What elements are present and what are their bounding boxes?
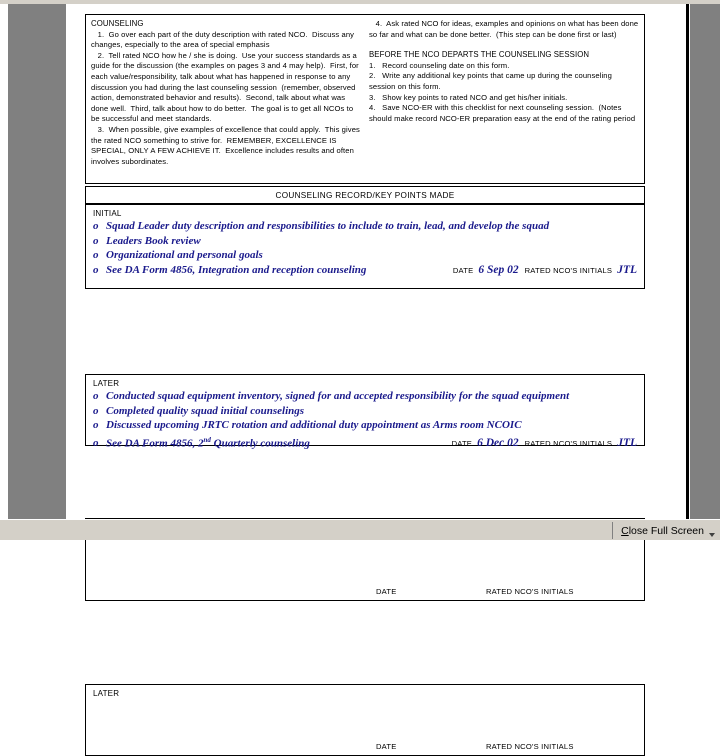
record-entry — [93, 219, 637, 234]
bullet-icon: o — [93, 437, 99, 450]
record-entry-ordinal-suffix: nd — [203, 435, 211, 444]
initials-value: JTL — [617, 263, 637, 276]
initials-label: RATED NCO'S INITIALS — [524, 439, 613, 449]
bullet-icon: o — [93, 234, 99, 247]
bullet-icon: o — [93, 263, 99, 276]
before-departs-item-4: 4. Save NCO-ER with this checklist for next counseling session. (Notes should make record NCO-ER preparation easy at the end of the rating period — [369, 103, 636, 123]
record-label: LATER — [93, 689, 120, 698]
record-entry-text: Discussed upcoming JRTC rotation and additional duty appointment as Arms room NCOIC — [106, 419, 522, 432]
bullet-icon: o — [93, 419, 99, 432]
record-block-later-1 — [85, 374, 645, 450]
banner-label: COUNSELING RECORD/KEY POINTS MADE — [275, 190, 455, 200]
bullet-icon: o — [93, 404, 99, 417]
taskbar — [0, 519, 720, 540]
record-entry-text: See DA Form 4856, Integration and reception counseling — [106, 263, 367, 276]
close-full-screen-label: lose Full Screen — [628, 524, 704, 537]
record-entry-text: Completed quality squad initial counselings — [106, 404, 305, 417]
instructions-left-column — [91, 19, 361, 167]
record-entry — [93, 248, 637, 263]
date-label: DATE — [452, 265, 474, 275]
before-departs-heading: BEFORE THE NCO DEPARTS THE COUNSELING SESSION — [369, 50, 590, 60]
record-entry — [93, 418, 637, 433]
left-gutter — [8, 4, 66, 519]
right-gutter — [690, 4, 720, 519]
instructions-block — [85, 14, 645, 184]
bullet-icon: o — [93, 390, 99, 402]
record-entry-text — [106, 433, 310, 451]
record-entry-text: Conducted squad equipment inventory, signed for and accepted responsibility for the squad equipment — [106, 390, 570, 402]
close-full-screen-accelerator: C — [621, 524, 629, 537]
record-block-initial — [85, 204, 645, 289]
record-label: LATER — [93, 379, 120, 388]
signature-footer — [86, 587, 644, 598]
before-departs-item-3: 3. Show key points to rated NCO and get his/her initials. — [369, 92, 568, 102]
before-departs-item-2: 2. Write any additional key points that came up during the counseling session on this form. — [369, 71, 615, 91]
before-departs-item-1: 1. Record counseling date on this form. — [369, 60, 510, 70]
record-block-later-3 — [85, 684, 645, 756]
initials-value: JTL — [617, 437, 637, 450]
initials-label: RATED NCO'S INITIALS — [486, 587, 574, 596]
date-value: 6 Sep 02 — [478, 263, 519, 276]
date-value: 6 Dec 02 — [477, 437, 519, 450]
counseling-item-1: 1. Go over each part of the duty description with rated NCO. Discuss any changes, especially to the area of special emphasis — [91, 29, 357, 50]
counseling-record-banner — [85, 186, 645, 204]
record-entry-text: Organizational and personal goals — [106, 249, 263, 262]
record-entry — [93, 433, 637, 452]
instructions-right-column — [369, 19, 639, 167]
bullet-icon: o — [93, 220, 99, 232]
record-entry — [93, 234, 637, 249]
counseling-heading: COUNSELING — [91, 19, 144, 28]
record-entry-text-part2: Quarterly counseling — [210, 437, 310, 450]
close-full-screen-button[interactable] — [612, 522, 718, 539]
signature-footer — [86, 742, 644, 753]
record-entry — [93, 404, 637, 419]
initials-label: RATED NCO'S INITIALS — [486, 742, 574, 751]
date-label: DATE — [376, 742, 397, 751]
bullet-icon: o — [93, 249, 99, 262]
record-entry-text: Leaders Book review — [106, 234, 201, 247]
column-spacer — [369, 40, 639, 50]
date-label: DATE — [376, 587, 397, 596]
counseling-item-2: 2. Tell rated NCO how he / she is doing. Use your success standards as a guide for the discussion (the examples on pages 3 and 4 may help). First, for each value/responsibility, talk about what has happened in response to any discussion you had during the last counseling session (remember, observed action, demonstrated behavior and results). Second, talk about what was done well. Third, talk about how to do better. The goal is to get all NCOs to be successful and meet standards. — [91, 50, 362, 124]
initials-label: RATED NCO'S INITIALS — [524, 265, 613, 275]
signature-inline — [453, 263, 637, 279]
signature-inline — [452, 436, 637, 452]
record-entry-text: Squad Leader duty description and responsibilities to include to train, lead, and develop the squad — [106, 220, 550, 232]
date-label: DATE — [451, 439, 473, 449]
record-entry — [93, 389, 637, 404]
record-entry-text-part1: See DA Form 4856, 2 — [106, 437, 204, 450]
counseling-item-3: 3. When possible, give examples of excellence that could apply. This gives the rated NCO something to strive for. REMEMBER, EXCELLENCE IS SPECIAL, ONLY A FEW ACHIEVE IT. Excellence includes results and often involves subordinates. — [91, 124, 363, 166]
record-entry — [93, 263, 637, 279]
dropdown-arrow-icon[interactable] — [709, 533, 715, 537]
record-label: INITIAL — [93, 209, 122, 218]
counseling-item-4: 4. Ask rated NCO for ideas, examples and opinions on what has been done so far and what can be done better. (This step can be done first or last) — [369, 19, 641, 39]
